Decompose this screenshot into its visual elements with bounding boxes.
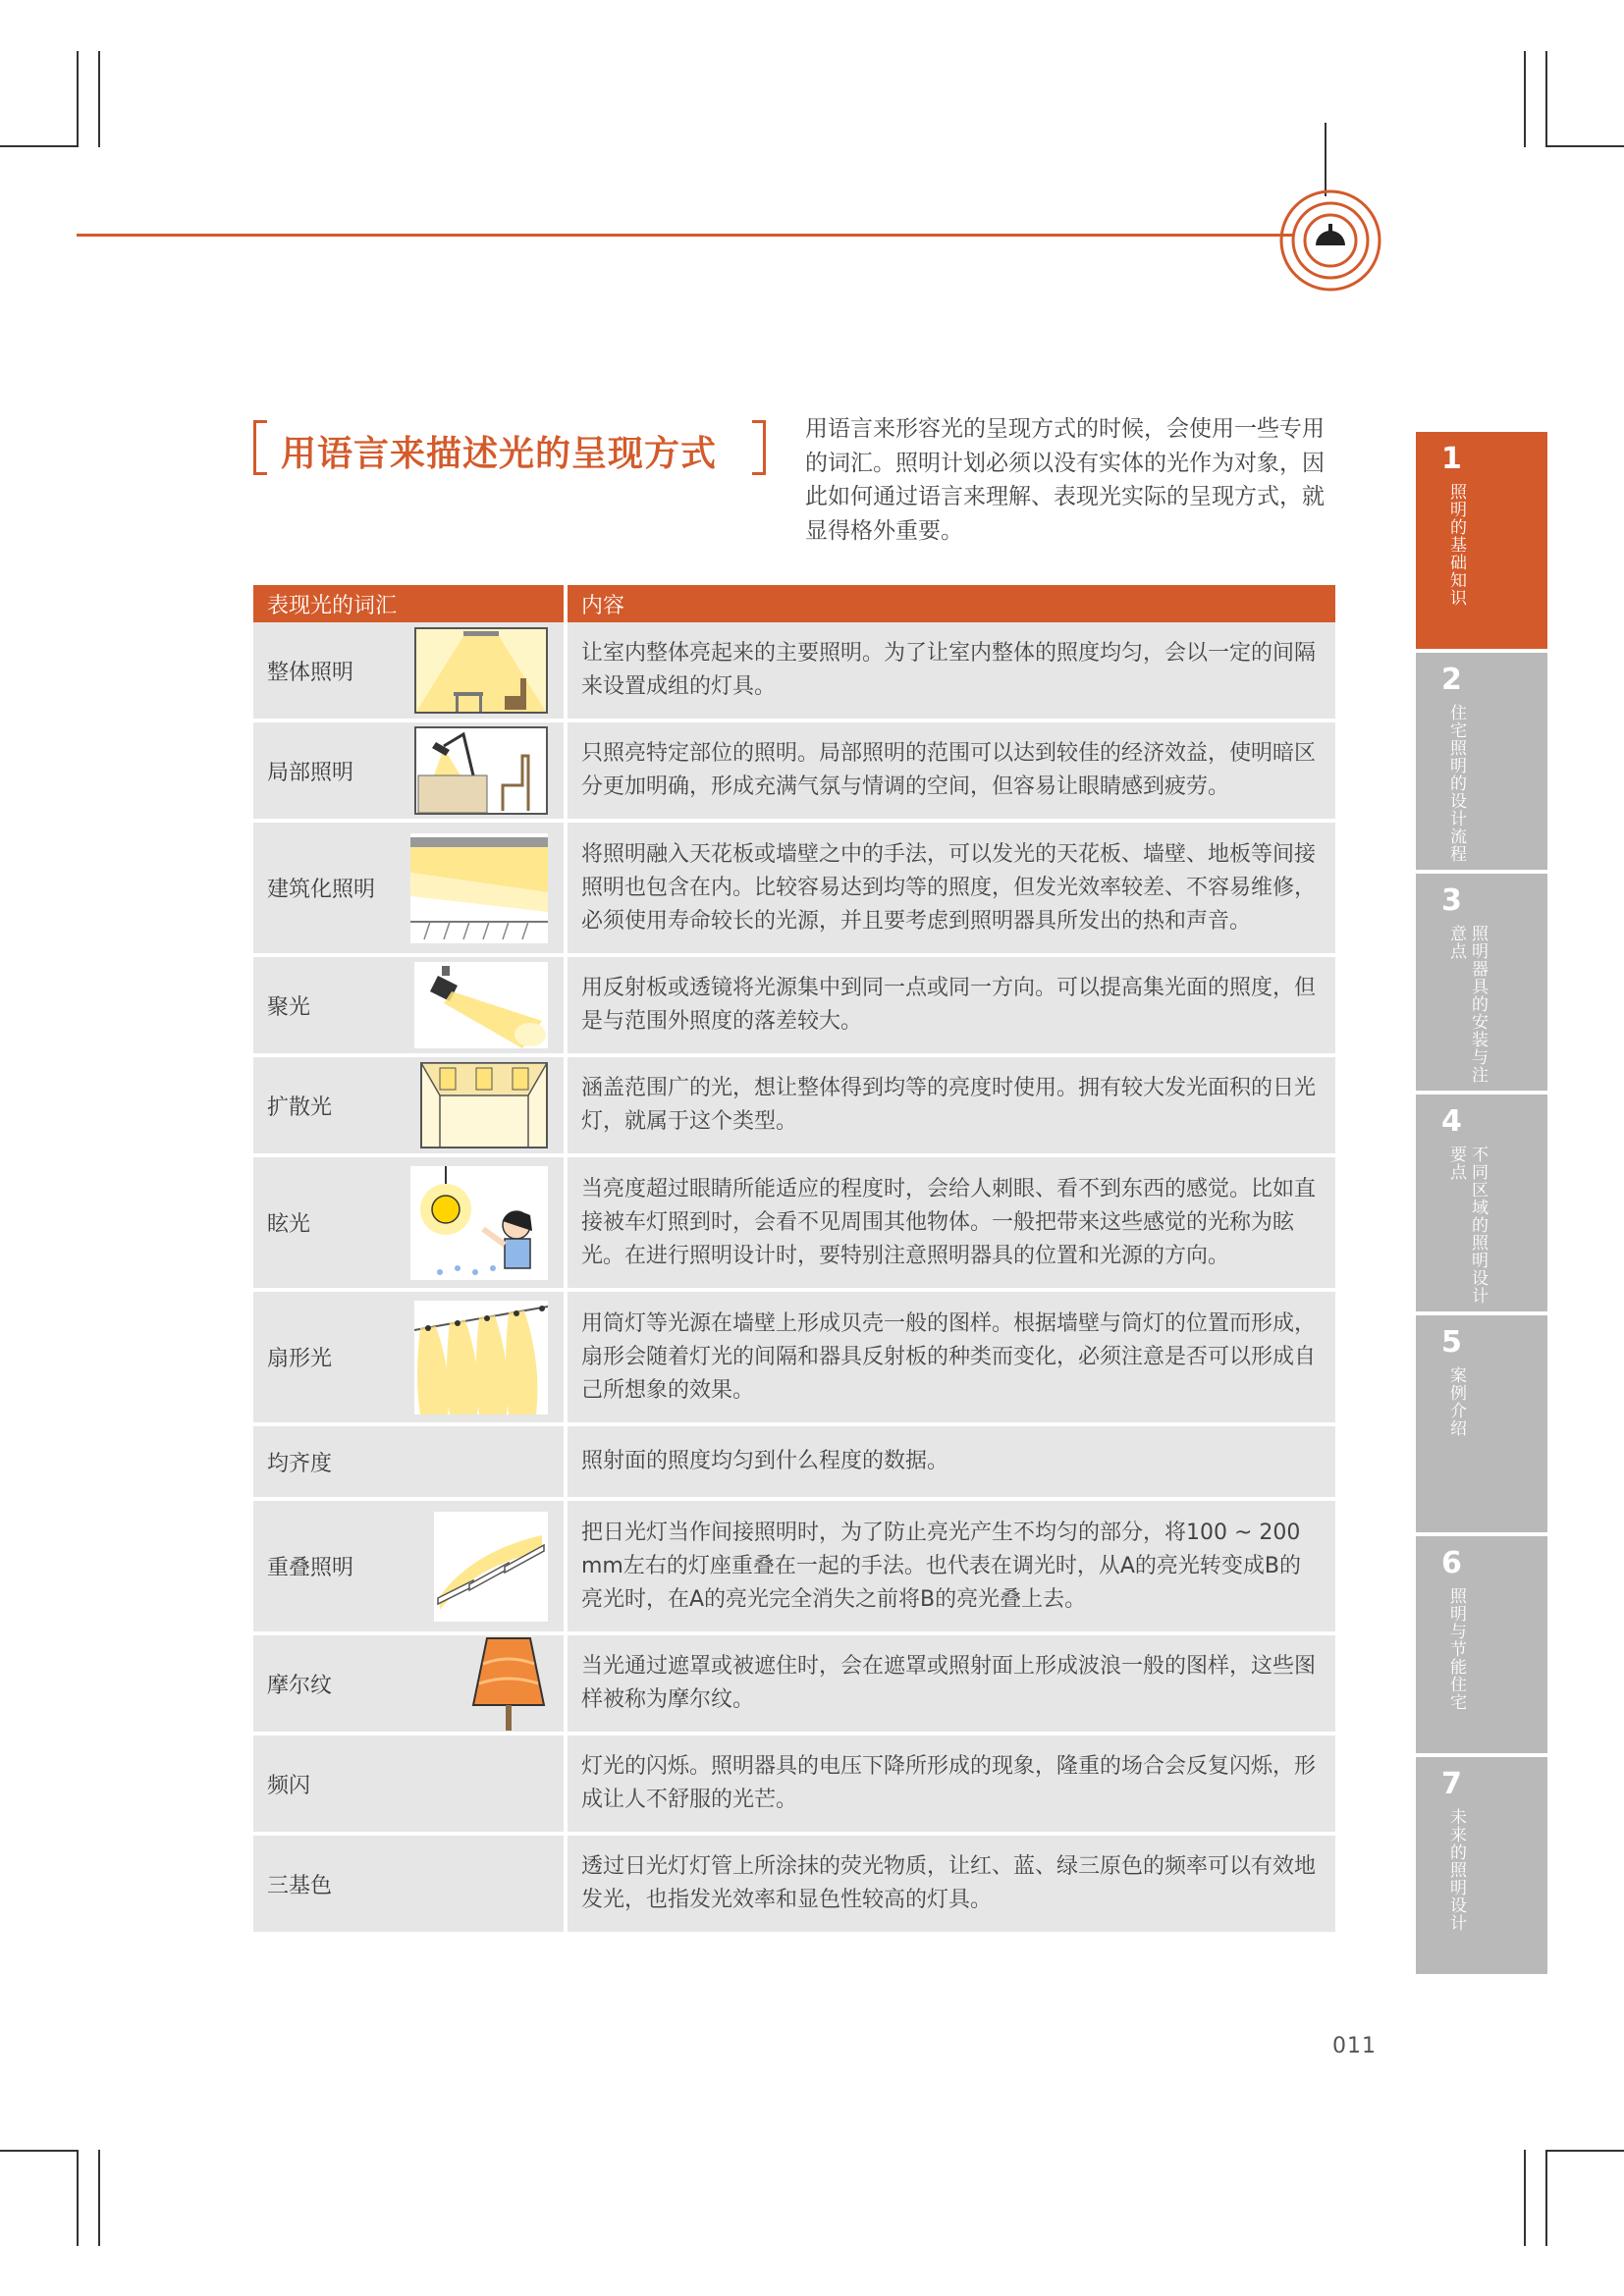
table-row [253, 722, 1335, 823]
chapter-number: 6 [1441, 1546, 1462, 1580]
crop-mark [1545, 145, 1624, 147]
term-label: 建筑化照明 [267, 878, 376, 902]
chapter-number: 4 [1441, 1104, 1462, 1139]
description-cell: 让室内整体亮起来的主要照明。为了让室内整体的照度均匀，会以一定的间隔来设置成组的灯具。 [568, 622, 1335, 722]
description-cell: 用筒灯等光源在墙壁上形成贝壳一般的图样。根据墙壁与筒灯的位置而形成，扇形会随着灯光的间隔和器具反射板的种类而变化，必须注意是否可以形成自己所想象的效果。 [568, 1292, 1335, 1426]
term-cell [253, 957, 568, 1057]
term-cell [253, 1735, 568, 1836]
description-cell: 透过日光灯灯管上所涂抹的荧光物质，让红、蓝、绿三原色的频率可以有效地发光，也指发光效率和显色性较高的灯具。 [568, 1836, 1335, 1936]
diffuse-ceiling-light-icon [420, 1062, 548, 1148]
table-row [253, 823, 1335, 957]
term-label: 重叠照明 [267, 1556, 354, 1580]
table-row [253, 1501, 1335, 1635]
description-cell: 将照明融入天花板或墙壁之中的手法，可以发光的天花板、墙壁、地板等间接照明也包含在内。比较容易达到均等的照度，但发光效率较差、不容易维修，必须使用寿命较长的光源，并且要考虑到照明器具所发出的热和声音。 [568, 823, 1335, 957]
chapter-label: 住宅照明的设计流程 [1446, 704, 1466, 863]
description-cell: 当光通过遮罩或被遮住时，会在遮罩或照射面上形成波浪一般的图样，这些图样被称为摩尔纹。 [568, 1635, 1335, 1735]
table-row [253, 1157, 1335, 1292]
crop-mark [98, 2150, 100, 2246]
term-cell [253, 823, 568, 957]
chapter-tab-6[interactable] [1416, 1536, 1547, 1753]
page-number: 011 [1332, 2034, 1377, 2058]
term-label: 聚光 [267, 994, 311, 1020]
chapter-label: 照明与节能住宅 [1446, 1587, 1466, 1711]
chapter-label: 照明器具的安装与注意点 [1446, 925, 1488, 1084]
bracket-right [752, 420, 766, 475]
chapter-number: 7 [1441, 1767, 1462, 1801]
term-label: 局部照明 [267, 760, 354, 785]
vocabulary-table [253, 585, 1335, 1936]
table-row [253, 1292, 1335, 1426]
header-content: 内容 [568, 585, 1335, 622]
chapter-tab-3[interactable] [1416, 874, 1547, 1091]
term-cell [253, 1635, 568, 1735]
bracket-left [253, 420, 267, 475]
crop-mark [77, 51, 79, 147]
section-title: 用语言来描述光的呈现方式 [281, 434, 718, 474]
crop-mark [98, 51, 100, 147]
description-cell: 把日光灯当作间接照明时，为了防止亮光产生不均匀的部分，将100 ~ 200 mm左右的灯座重叠在一起的手法。也代表在调光时，从A的亮光转变成B的亮光时，在A的亮光完全消失之前将B的亮光叠上去。 [568, 1501, 1335, 1635]
term-label: 均齐度 [267, 1451, 333, 1476]
crop-mark [1545, 2150, 1547, 2246]
crop-mark [77, 2150, 79, 2246]
term-cell [253, 1057, 568, 1157]
crop-mark [1524, 51, 1526, 147]
term-cell [253, 622, 568, 722]
overlap-lighting-icon [434, 1512, 548, 1622]
term-cell [253, 1157, 568, 1292]
table-row [253, 957, 1335, 1057]
chapter-sidebar [1416, 432, 1547, 1978]
cove-lighting-icon [410, 833, 548, 943]
term-cell [253, 1836, 568, 1936]
table-row [253, 1836, 1335, 1936]
chapter-tab-5[interactable] [1416, 1315, 1547, 1532]
description-cell: 当亮度超过眼睛所能适应的程度时，会给人刺眼、看不到东西的感觉。比如直接被车灯照到时，会看不见周围其他物体。一般把带来这些感觉的光称为眩光。在进行照明设计时，要特别注意照明器具的位置和光源的方向。 [568, 1157, 1335, 1292]
chapter-tab-2[interactable] [1416, 653, 1547, 870]
term-label: 摩尔纹 [267, 1673, 333, 1698]
desk-lamp-icon [414, 726, 548, 815]
table-row [253, 622, 1335, 722]
chapter-label: 照明的基础知识 [1446, 483, 1466, 607]
term-label: 频闪 [267, 1773, 311, 1798]
term-label: 扇形光 [267, 1347, 333, 1371]
crop-mark [1545, 51, 1547, 147]
general-lighting-icon [414, 627, 548, 714]
lamp-shade-icon [469, 1634, 548, 1733]
pendant-lamp-icon [1276, 187, 1384, 294]
crop-mark [1545, 2150, 1624, 2152]
crop-mark [1524, 2150, 1526, 2246]
chapter-label: 未来的照明设计 [1446, 1808, 1466, 1932]
scallop-light-icon [414, 1301, 548, 1415]
header-rule [77, 234, 1294, 237]
term-cell [253, 1292, 568, 1426]
glare-icon [410, 1166, 548, 1280]
chapter-tab-4[interactable] [1416, 1095, 1547, 1311]
chapter-tab-7[interactable] [1416, 1757, 1547, 1974]
pendant-wire [1325, 123, 1326, 196]
description-cell: 灯光的闪烁。照明器具的电压下降所形成的现象，隆重的场合会反复闪烁，形成让人不舒服的光芒。 [568, 1735, 1335, 1836]
spotlight-icon [414, 962, 548, 1048]
section-intro: 用语言来形容光的呈现方式的时候，会使用一些专用的词汇。照明计划必须以没有实体的光作为对象，因此如何通过语言来理解、表现光实际的呈现方式，就显得格外重要。 [805, 416, 1325, 544]
term-label: 三基色 [267, 1873, 333, 1898]
description-cell: 用反射板或透镜将光源集中到同一点或同一方向。可以提高集光面的照度，但是与范围外照度的落差较大。 [568, 957, 1335, 1057]
chapter-number: 3 [1441, 883, 1462, 918]
term-label: 整体照明 [267, 660, 354, 685]
crop-mark [0, 2150, 77, 2152]
chapter-tab-1[interactable] [1416, 432, 1547, 649]
chapter-number: 5 [1441, 1325, 1462, 1360]
term-cell [253, 1426, 568, 1501]
description-cell: 只照亮特定部位的照明。局部照明的范围可以达到较佳的经济效益，使明暗区分更加明确，形成充满气氛与情调的空间，但容易让眼睛感到疲劳。 [568, 722, 1335, 823]
chapter-number: 2 [1441, 663, 1462, 697]
term-label: 眩光 [267, 1212, 311, 1237]
description-cell: 照射面的照度均匀到什么程度的数据。 [568, 1426, 1335, 1501]
chapter-number: 1 [1441, 442, 1462, 476]
chapter-label: 不同区域的照明设计要点 [1446, 1146, 1488, 1305]
table-row [253, 1426, 1335, 1501]
chapter-label: 案例介绍 [1446, 1366, 1466, 1437]
description-cell: 涵盖范围广的光，想让整体得到均等的亮度时使用。拥有较大发光面积的日光灯，就属于这个类型。 [568, 1057, 1335, 1157]
table-header-row [253, 585, 1335, 622]
term-label: 扩散光 [267, 1095, 333, 1120]
table-row [253, 1057, 1335, 1157]
crop-mark [0, 145, 77, 147]
table-row [253, 1635, 1335, 1735]
section-title-box [253, 420, 766, 475]
term-cell [253, 722, 568, 823]
term-cell [253, 1501, 568, 1635]
header-term: 表现光的词汇 [253, 585, 568, 622]
table-row [253, 1735, 1335, 1836]
